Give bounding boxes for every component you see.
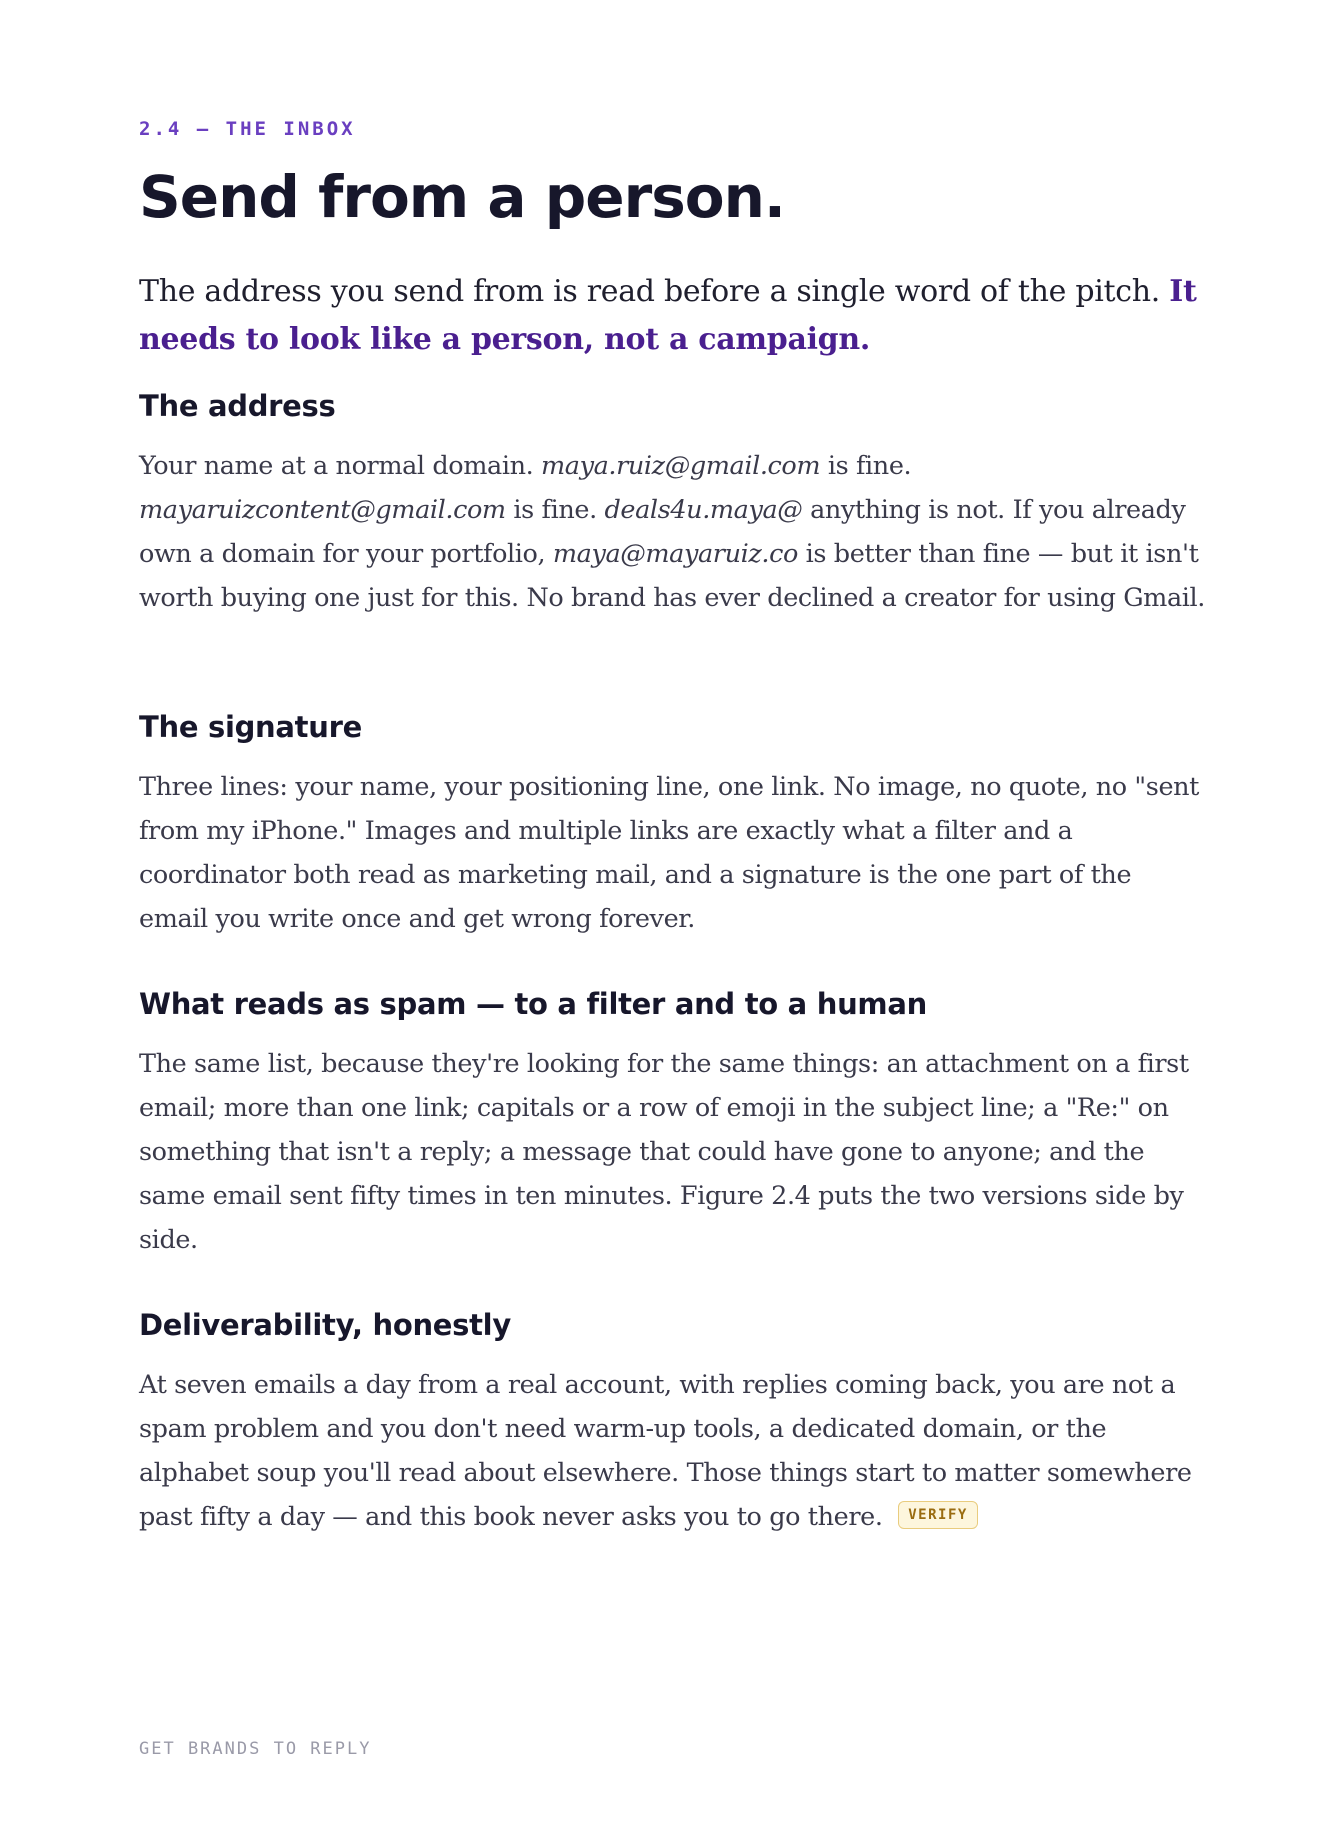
section-body — [139, 1042, 1205, 1262]
section-heading: Deliverability, honestly — [139, 1308, 511, 1342]
lede-paragraph — [139, 268, 1205, 364]
body-text: The same list, because they're looking for the same things: an attachment on a first email; more than one link; capitals or a row of emoji in the subject line; a "Re:" on something that isn't a reply; a message that could have gone to anyone; and the same email sent fifty times in ten minutes. Figure 2.4 puts the two versions side by side. — [139, 1049, 1189, 1255]
section-address — [139, 386, 1205, 620]
body-text: Three lines: your name, your positioning line, one link. No image, no quote, no "sent from my iPhone." Images and multiple links are exactly what a filter and a coordinator both read as marketing mail, and a signature is the one part of the email you write once and get wrong forever. — [139, 772, 1200, 934]
body-text: At seven emails a day from a real account, with replies coming back, you are not a spam problem and you don't need warm-up tools, a dedicated domain, or the alphabet soup you'll read about elsewhere. Those things start to matter somewhere past fifty a day — and this book never asks you to go there. — [139, 1370, 1192, 1532]
section-body — [139, 1363, 1205, 1539]
running-footer: GET BRANDS TO REPLY — [139, 1739, 372, 1759]
body-text: anything is not. If you already own a domain for your portfolio, — [139, 495, 1186, 569]
section-body — [139, 444, 1205, 620]
body-text: Your name at a normal domain. — [139, 451, 542, 481]
section-heading: The signature — [139, 710, 362, 744]
email-example: maya@mayaruiz.co — [552, 539, 798, 569]
body-text: is fine. — [820, 451, 912, 481]
section-body — [139, 765, 1205, 941]
lede-text: The address you send from is read before a single word of the pitch. — [139, 274, 1170, 309]
section-number-label: 2.4 — THE INBOX — [139, 118, 356, 140]
section-heading: The address — [139, 389, 336, 423]
email-example: deals4u.maya@ — [604, 495, 803, 525]
email-example: maya.ruiz@gmail.com — [541, 451, 821, 481]
section-signature — [139, 707, 1205, 941]
body-text: is fine. — [505, 495, 605, 525]
page-title: Send from a person. — [139, 163, 785, 231]
verify-badge: VERIFY — [898, 1501, 978, 1529]
body-text: is better than fine — but it isn't worth buying one just for this. No brand has ever declined a creator for using Gmail. — [139, 539, 1205, 613]
section-heading: What reads as spam — to a filter and to a human — [139, 987, 927, 1021]
section-spam — [139, 984, 1205, 1262]
lede-emphasis: It needs to look like a person, not a campaign. — [139, 274, 1197, 357]
email-example: mayaruizcontent@gmail.com — [139, 495, 506, 525]
section-deliverability — [139, 1305, 1205, 1539]
